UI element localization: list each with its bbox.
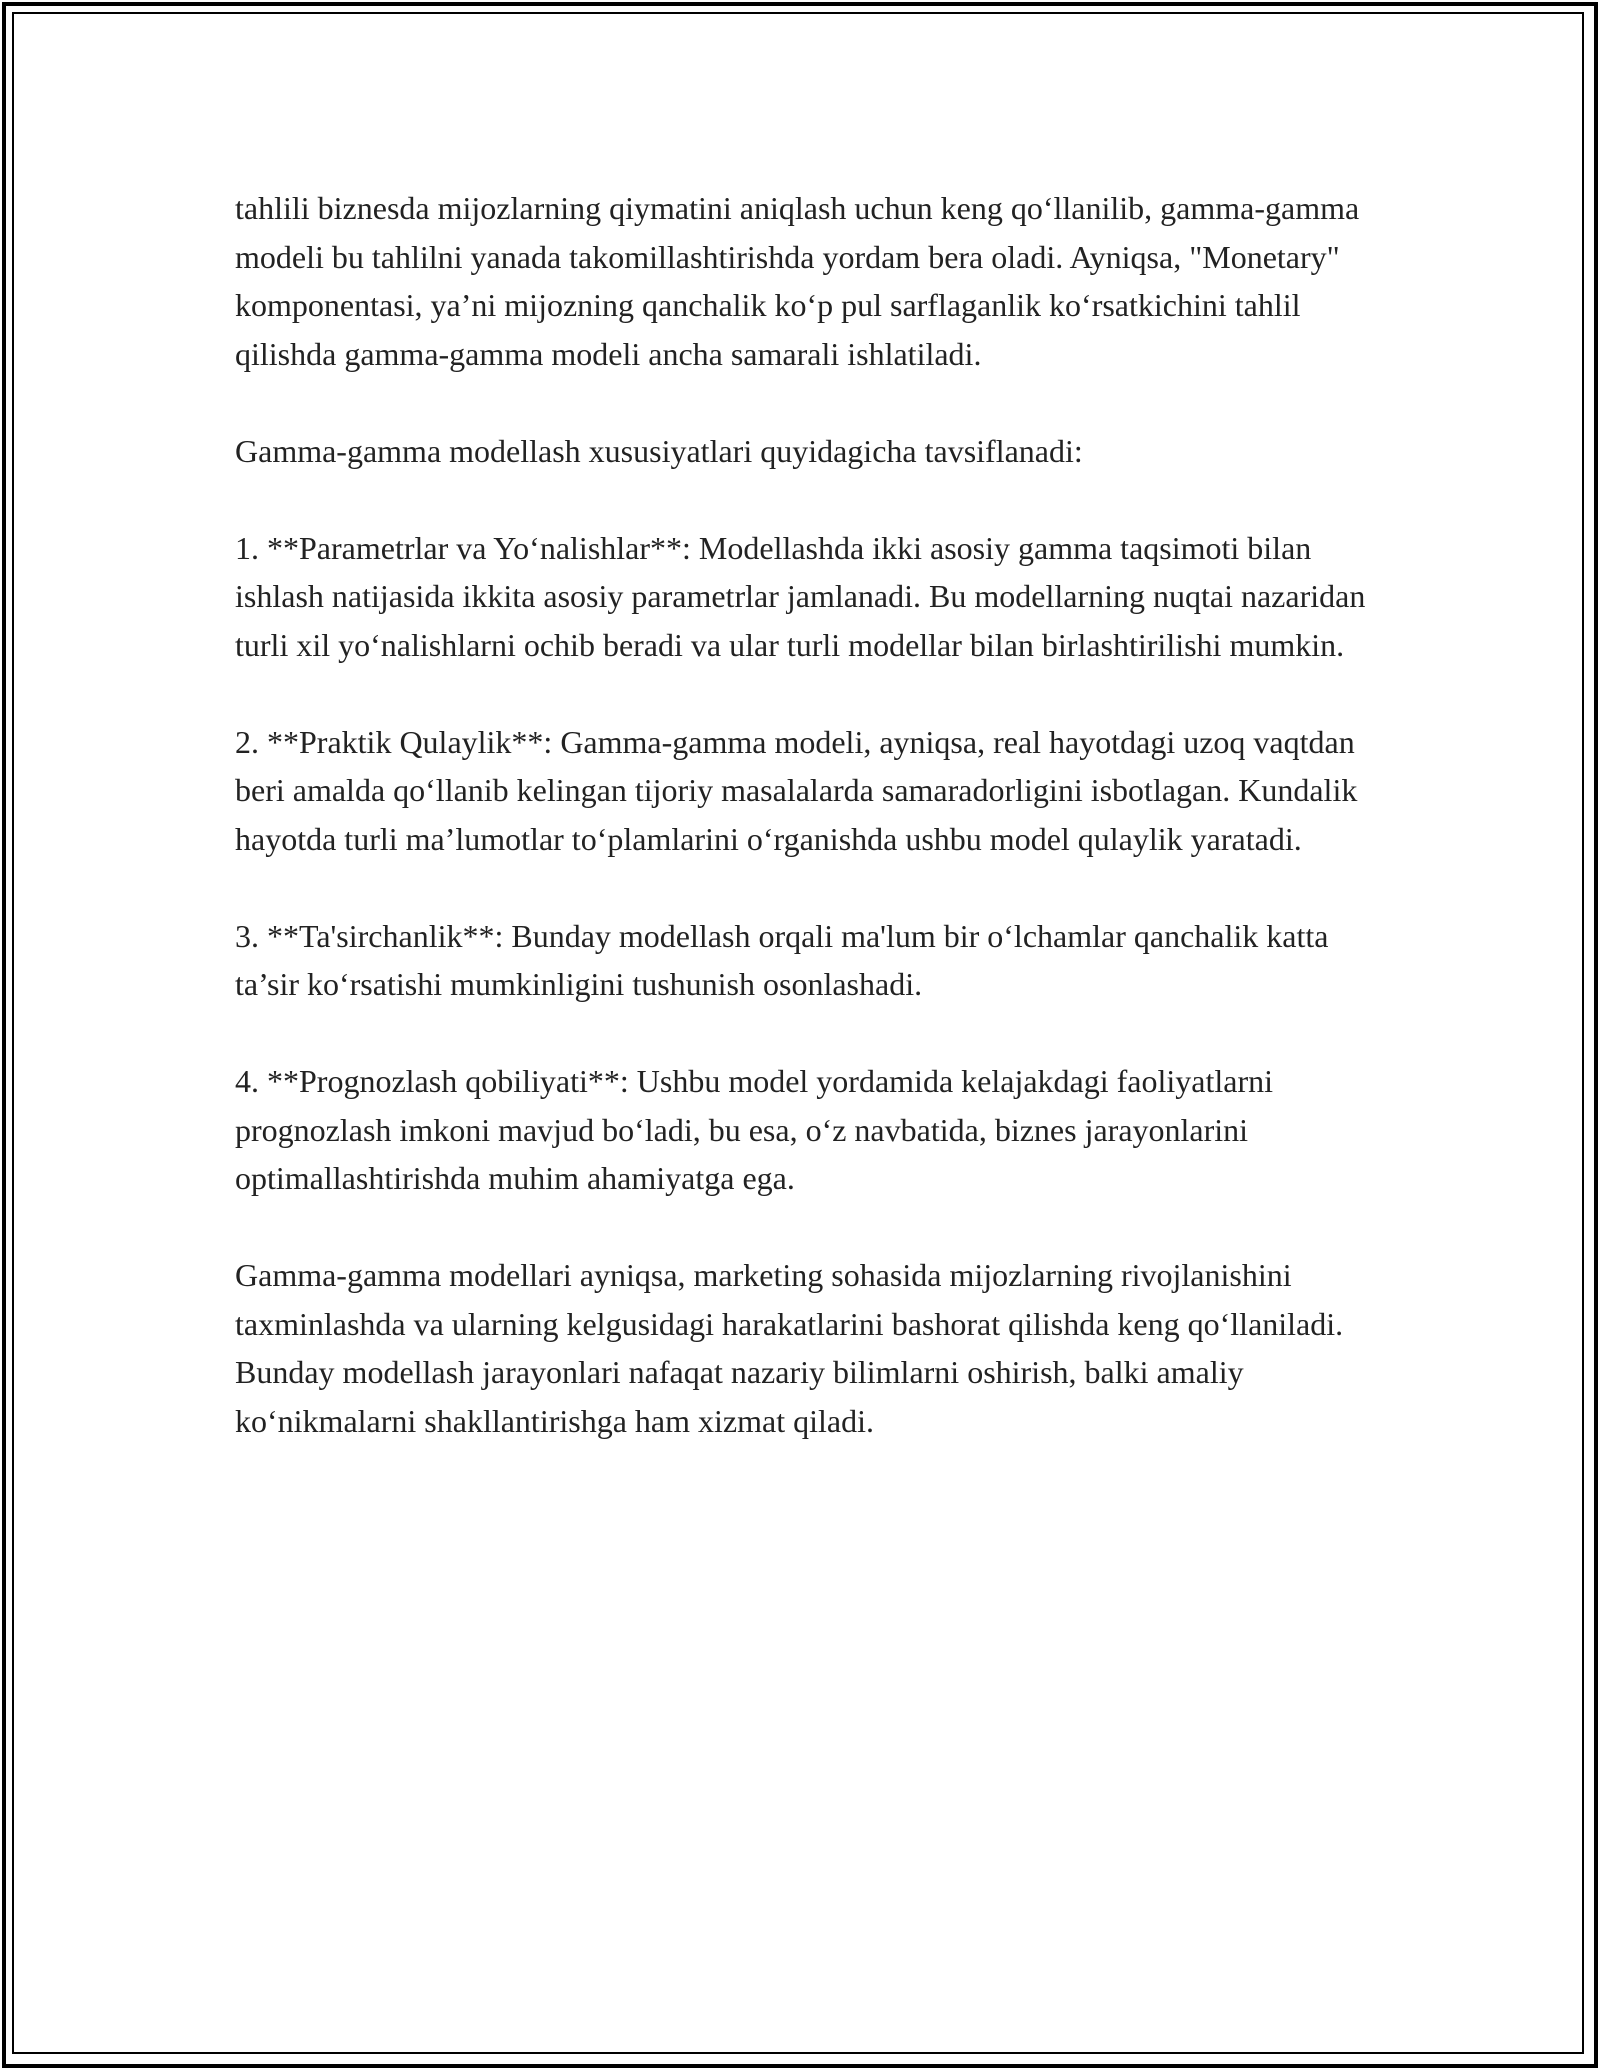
list-item-forecasting: 4. **Prognozlash qobiliyati**: Ushbu model yordamida kelajakdagi faoliyatlarni prognozlash imkoni mavjud bo‘ladi, bu esa, o‘z navbatida, biznes jarayonlarini optimallashtirishda muhim ahamiyatga ega.: [235, 1063, 1273, 1196]
list-item-sensitivity: 3. **Ta'sirchanlik**: Bunday modellash orqali ma'lum bir o‘lchamlar qanchalik katta ta’sir ko‘rsatishi mumkinligini tushunish osonlashadi.: [235, 917, 1329, 1002]
intro-paragraph: tahlili biznesda mijozlarning qiymatini aniqlash uchun keng qo‘llanilib, gamma-gamma modeli bu tahlilni yanada takomillashtirishda yordam bera oladi. Ayniqsa, "Monetary" komponentasi, ya’ni mijozning qanchalik ko‘p pul sarflaganlik ko‘rsatkichini tahlil qilishda gamma-gamma modeli ancha samarali ishlatiladi.: [235, 190, 1360, 372]
conclusion-paragraph: Gamma-gamma modellari ayniqsa, marketing sohasida mijozlarning rivojlanishini taxminlashda va ularning kelgusidagi harakatlarini bashorat qilishda keng qo‘llaniladi. Bunday modellash jarayonlari nafaqat nazariy bilimlarni oshirish, balki amaliy ko‘nikmalarni shakllantirishga ham xizmat qiladi.: [235, 1257, 1344, 1439]
list-item-practicality: 2. **Praktik Qulaylik**: Gamma-gamma modeli, ayniqsa, real hayotdagi uzoq vaqtdan beri amalda qo‘llanib kelingan tijoriy masalalarda samaradorligini isbotlagan. Kundalik hayotda turli ma’lumotlar to‘plamlarini o‘rganishda ushbu model qulaylik yaratadi.: [235, 723, 1358, 857]
list-item-parameters: 1. **Parametrlar va Yo‘nalishlar**: Modellashda ikki asosiy gamma taqsimoti bilan ishlash natijasida ikkita asosiy parametrlar jamlanadi. Bu modellarning nuqtai nazaridan turli xil yo‘nalishlarni ochib beradi va ular turli modellar bilan birlashtirilishi mumkin.: [235, 529, 1366, 663]
document-body: [235, 184, 1385, 1445]
features-heading-paragraph: Gamma-gamma modellash xususiyatlari quyidagicha tavsiflanadi:: [235, 432, 1083, 469]
